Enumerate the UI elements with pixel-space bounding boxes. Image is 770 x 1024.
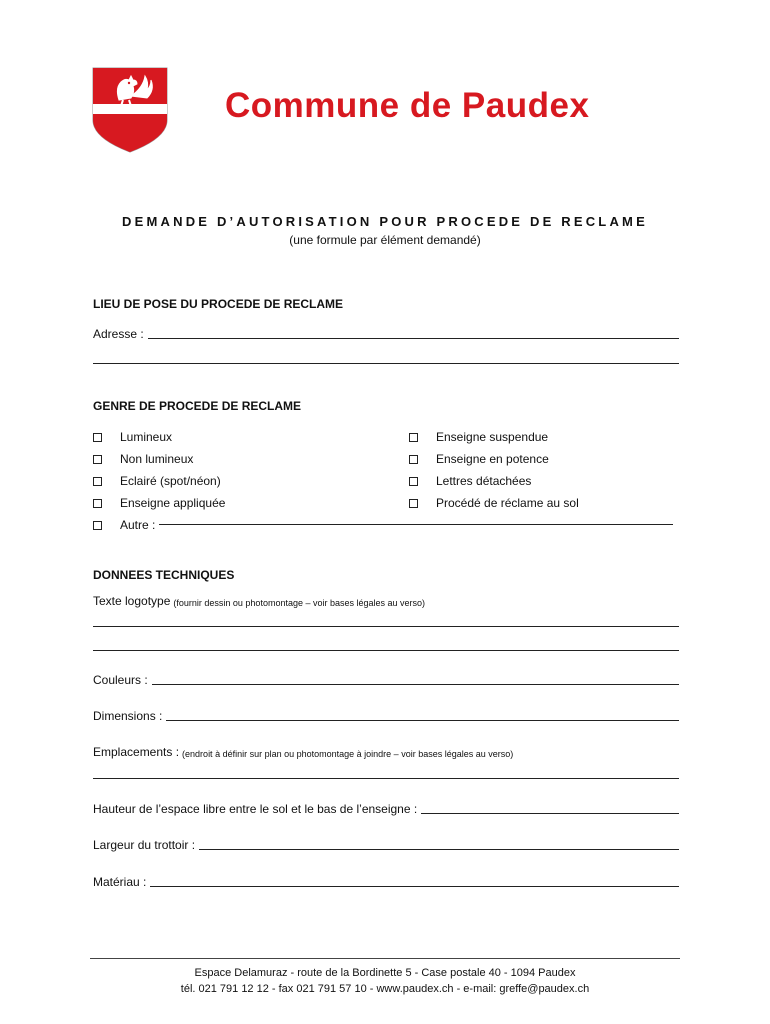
dimensions-field[interactable] bbox=[93, 709, 679, 723]
option-label: Lumineux bbox=[120, 430, 173, 444]
material-label: Matériau : bbox=[93, 875, 147, 889]
location-heading: LIEU DE POSE DU PROCEDE DE RECLAME bbox=[93, 297, 344, 311]
technical-heading: DONNEES TECHNIQUES bbox=[93, 568, 235, 582]
footer-divider bbox=[90, 958, 680, 959]
footer-contact: tél. 021 791 12 12 - fax 021 791 57 10 - www.paudex.ch - e-mail: greffe@paudex.ch bbox=[180, 983, 590, 995]
colors-input-line[interactable] bbox=[152, 683, 679, 685]
option-label: Enseigne suspendue bbox=[436, 430, 549, 444]
type-heading: GENRE DE PROCEDE DE RECLAME bbox=[93, 399, 302, 413]
address-input-line[interactable] bbox=[148, 337, 679, 339]
checkbox-icon[interactable] bbox=[93, 521, 102, 530]
checkbox-icon[interactable] bbox=[93, 499, 102, 508]
form-title: DEMANDE D’AUTORISATION POUR PROCEDE DE RECLAME bbox=[122, 214, 648, 229]
logo-text-label: Texte logotype bbox=[93, 594, 171, 608]
address-input-line-2[interactable] bbox=[93, 363, 679, 364]
option-eclaire[interactable] bbox=[93, 474, 221, 488]
option-enseigne-appliquee[interactable] bbox=[93, 496, 225, 510]
colors-label: Couleurs : bbox=[93, 673, 148, 687]
material-input-line[interactable] bbox=[150, 885, 679, 887]
option-lettres-detachees[interactable] bbox=[409, 474, 531, 488]
logo-input-line-1[interactable] bbox=[93, 626, 679, 627]
placement-note: (endroit à définir sur plan ou photomontage à joindre – voir bases légales au verso) bbox=[182, 749, 514, 759]
checkbox-icon[interactable] bbox=[93, 433, 102, 442]
checkbox-icon[interactable] bbox=[93, 477, 102, 486]
other-label: Autre : bbox=[120, 518, 156, 532]
option-non-lumineux[interactable] bbox=[93, 452, 193, 466]
option-enseigne-suspendue[interactable] bbox=[409, 430, 548, 444]
option-label: Lettres détachées bbox=[436, 474, 532, 488]
address-field[interactable] bbox=[93, 327, 679, 341]
other-input-line[interactable] bbox=[159, 523, 673, 525]
clearance-label: Hauteur de l’espace libre entre le sol et le bas de l’enseigne : bbox=[93, 802, 418, 816]
address-label: Adresse : bbox=[93, 327, 144, 341]
checkbox-icon[interactable] bbox=[409, 455, 418, 464]
checkbox-icon[interactable] bbox=[409, 477, 418, 486]
footer-address: Espace Delamuraz - route de la Bordinette 5 - Case postale 40 - 1094 Paudex bbox=[194, 967, 576, 979]
dimensions-input-line[interactable] bbox=[166, 719, 679, 721]
logo-text-note: (fournir dessin ou photomontage – voir bases légales au verso) bbox=[173, 598, 426, 608]
checkbox-icon[interactable] bbox=[409, 433, 418, 442]
option-label: Enseigne en potence bbox=[436, 452, 549, 466]
option-label: Procédé de réclame au sol bbox=[436, 496, 579, 510]
clearance-field[interactable] bbox=[93, 802, 679, 816]
clearance-input-line[interactable] bbox=[421, 812, 679, 814]
logo-input-line-2[interactable] bbox=[93, 650, 679, 651]
option-label: Eclairé (spot/néon) bbox=[120, 474, 221, 488]
option-autre[interactable] bbox=[93, 518, 673, 532]
dimensions-label: Dimensions : bbox=[93, 709, 163, 723]
placement-field bbox=[93, 745, 679, 759]
sidewalk-input-line[interactable] bbox=[199, 848, 679, 850]
checkbox-icon[interactable] bbox=[409, 499, 418, 508]
placement-label: Emplacements : bbox=[93, 745, 180, 759]
sidewalk-label: Largeur du trottoir : bbox=[93, 838, 196, 852]
option-label: Enseigne appliquée bbox=[120, 496, 226, 510]
form-subtitle: (une formule par élément demandé) bbox=[289, 233, 481, 247]
option-lumineux[interactable] bbox=[93, 430, 172, 444]
option-reclame-sol[interactable] bbox=[409, 496, 579, 510]
paudex-coat-of-arms-icon bbox=[91, 66, 169, 154]
colors-field[interactable] bbox=[93, 673, 679, 687]
placement-input-line[interactable] bbox=[93, 778, 679, 779]
option-enseigne-potence[interactable] bbox=[409, 452, 549, 466]
commune-title: Commune de Paudex bbox=[225, 86, 590, 125]
sidewalk-field[interactable] bbox=[93, 838, 679, 852]
option-label: Non lumineux bbox=[120, 452, 194, 466]
logo-text-field bbox=[93, 594, 679, 608]
material-field[interactable] bbox=[93, 875, 679, 889]
checkbox-icon[interactable] bbox=[93, 455, 102, 464]
